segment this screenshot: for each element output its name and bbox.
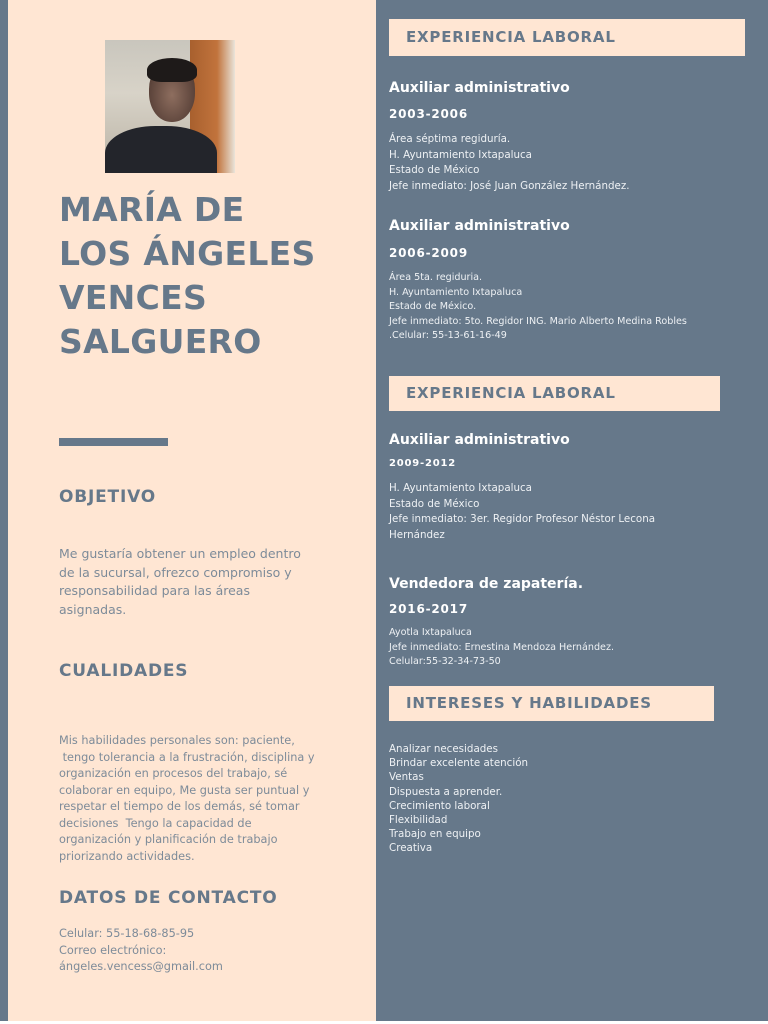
contact-email-label: Correo electrónico:	[59, 943, 167, 957]
job-years: 2006-2009	[389, 246, 468, 260]
job-title: Vendedora de zapatería.	[389, 576, 584, 592]
job-title: Auxiliar administrativo	[389, 432, 570, 448]
contact-info	[59, 926, 223, 976]
list-item: Creativa	[389, 842, 433, 855]
name-line: VENCES	[59, 278, 208, 317]
objective-text: Me gustaría obtener un empleo dentro de la sucursal, ofrezco compromiso y responsabilidad para las áreas asignadas.	[59, 546, 301, 617]
job-years: 2003-2006	[389, 107, 468, 121]
contact-email: ángeles.vencess@gmail.com	[59, 960, 223, 973]
name-line: SALGUERO	[59, 322, 262, 361]
list-item: Brindar excelente atención	[389, 757, 529, 770]
job-years: 2009-2012	[389, 458, 457, 469]
job-details: Área séptima regiduría. H. Ayuntamiento Ixtapaluca Estado de México Jefe inmediato: José Juan González Hernández.	[389, 133, 630, 192]
list-item: Analizar necesidades	[389, 743, 498, 755]
experience-heading-banner: EXPERIENCIA LABORAL	[389, 19, 745, 56]
photo-figure-body	[105, 126, 217, 173]
contact-phone: Celular: 55-18-68-85-95	[59, 927, 195, 940]
qualities-heading: CUALIDADES	[59, 661, 189, 681]
photo-figure-hair	[147, 58, 197, 82]
qualities-text: Mis habilidades personales son: paciente, tengo tolerancia a la frustración, disciplina y organización en procesos del trabajo, sé colaborar en equipo, Me gusta ser puntual y respetar el tiempo de los demás, sé tomar decisiones Tengo la capacidad de organización y planificación de trabajo priorizando actividades.	[59, 734, 315, 863]
list-item: Ventas	[389, 771, 424, 784]
list-item: Trabajo en equipo	[389, 828, 481, 841]
list-item: Crecimiento laboral	[389, 799, 490, 812]
job-years: 2016-2017	[389, 602, 468, 616]
name-line: LOS ÁNGELES	[59, 234, 316, 273]
objective-heading: OBJETIVO	[59, 487, 156, 507]
contact-heading: DATOS DE CONTACTO	[59, 888, 278, 908]
skills-list	[389, 742, 528, 856]
name-line: MARÍA DE	[59, 190, 245, 229]
experience-heading-banner: EXPERIENCIA LABORAL	[389, 376, 720, 411]
profile-photo	[105, 40, 235, 173]
list-item: Flexibilidad	[389, 814, 448, 827]
job-details: Área 5ta. regiduria. H. Ayuntamiento Ixtapaluca Estado de México. Jefe inmediato: 5to. Regidor ING. Mario Alberto Medina Robles .Celular: 55-13-61-16-49	[389, 272, 687, 341]
job-title: Auxiliar administrativo	[389, 218, 570, 234]
full-name	[59, 188, 359, 364]
job-details: Ayotla Ixtapaluca Jefe inmediato: Ernestina Mendoza Hernández. Celular:55-32-34-73-50	[389, 627, 615, 667]
job-details: H. Ayuntamiento Ixtapaluca Estado de México Jefe inmediato: 3er. Regidor Profesor Néstor Lecona Hernández	[389, 482, 656, 541]
skills-heading-banner: INTERESES Y HABILIDADES	[389, 686, 714, 721]
name-divider	[59, 438, 168, 446]
list-item: Dispuesta a aprender.	[389, 785, 503, 798]
job-title: Auxiliar administrativo	[389, 80, 570, 96]
left-edge-bar	[0, 0, 8, 1024]
